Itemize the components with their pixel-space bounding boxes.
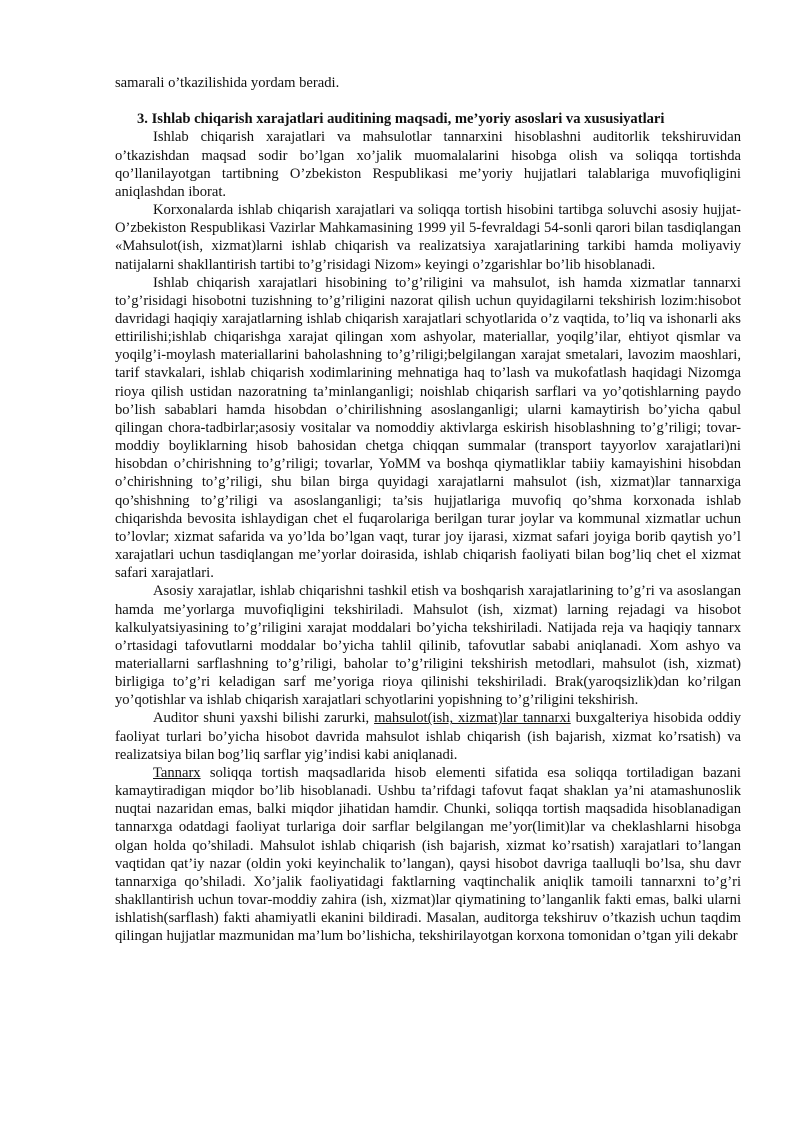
paragraph-6	[115, 764, 741, 946]
paragraph-3: Ishlab chiqarish xarajatlari hisobining to’g’riligini va mahsulot, ish hamda xizmatlar tannarxi to’g’risidagi hisobotni tuzishning to’g’riligini nazorat qilish uchun quyidagilarni tekshirish lozim:hisobot davridagi haqiqiy xarajatlarning ishlab chiqarish xarajatlari schyotlarida o’z vaqtida, to’liq va ishonarli aks ettirilishi;ishlab chiqarishga xarajat qilingan xom ashyolar, materiallar, yoqilg’ilar, ehtiyot qismlar va yoqilg’i-moylash materiallarini baholashning to’g’riligi;belgilangan xarajat smetalari, lavozim maoshlari, tarif stavkalari, ishlab chiqarish xodimlarining mehnatiga haq to’lash va mukofatlash haqidagi Nizomga rioya qilish ustidan nazoratning ta’minlanganligi; noishlab chiqarish sarflari va yo’qotishlarning paydo bo’lish sabablari hamda hisobdan o’chirilishning asoslanganligi; ularni kamaytirish bo’yicha qabul qilingan chora-tadbirlar;asosiy vositalar va nomoddiy aktivlarga eskirish hisoblashning to’g’riligi; tovar-moddiy boyliklarning hisob bahosidan chetga chiqqan summalar (transport tayyorlov xarajatlari)ni hisobdan o’chirishning to’g’riligi; tovarlar, YoMM va boshqa qiymatliklar tabiiy kamayishini hisobdan o’chirishning to’g’riligi, shu bilan birga quyidagi xarajatlarni mahsulot (ish, xizmat)lar tannarxiga qo’shishning to’g’riligi va asoslanganligi; ta’sis hujjatlariga muvofiq qo’shma korxonada ishlab chiqarishda bevosita ishlaydigan chet el fuqarolariga berilgan turar joylar va kommunal xizmatlar uchun to’lovlar; xizmat safarida va yo’lda bo’lgan vaqt, turar joy ijarasi, xizmat safari joyiga borib qaytish yo’l xarajatlari uchun tasdiqlangan me’yorlar doirasida, ishlab chiqarish faoliyati bilan bog’liq chet el xizmat safari xarajatlari.	[115, 274, 741, 582]
document-page	[115, 74, 741, 945]
paragraph-2: Korxonalarda ishlab chiqarish xarajatlari va soliqqa tortish hisobini tartibga soluvchi asosiy hujjat-O’zbekiston Respublikasi Vazirlar Mahkamasining 1999 yil 5-fevraldagi 54-sonli qarori bilan tasdiqlangan «Mahsulot(ish, xizmat)larni ishlab chiqarish va realizatsiya xarajatlarining tarkibi hamda moliyaviy natijalarni shakllantirish tartibi to’g’risidagi Nizom» keyingi o’zgarishlar bo’lib hisoblanadi.	[115, 202, 741, 273]
underlined-term: Tannarx	[153, 764, 201, 781]
paragraph-1: Ishlab chiqarish xarajatlari va mahsulotlar tannarxini hisoblashni auditorlik tekshiruvidan o’tkazishdan maqsad sodir bo’lgan xo’jalik muomalalarini hisobga olish va soliqqa tortishda qo’llanilayotgan tartibning O’zbekiston Respublikasi me’yoriy hujjatlari talablariga muvofiqligini aniqlashdan iborat.	[115, 129, 741, 200]
paragraph-5	[115, 709, 741, 763]
section-heading: 3. Ishlab chiqarish xarajatlari auditining maqsadi, me’yoriy asoslari va xususiyatlari	[137, 111, 665, 128]
paragraph-5-before: Auditor shuni yaxshi bilishi zarurki,	[153, 710, 375, 727]
paragraph-5-after: buxgalteriya hisobida oddiy faoliyat turlari bo’yicha hisobot davrida mahsulot ishlab chiqarish (ish bajarish, xizmat ko’rsatish) va realizatsiya bilan bog’liq sarflar yig’indisi kabi aniqlanadi.	[115, 710, 741, 763]
paragraph-6-after: soliqqa tortish maqsadlarida hisob elementi sifatida esa soliqqa tortiladigan bazani kamaytiradigan miqdor bo’lib hisoblanadi. Ushbu ta’rifdagi tafovut faqat shaklan ya’ni atamashunoslik nuqtai nazaridan emas, balki miqdor jihatidan hamdir. Chunki, soliqqa tortish maqsadida hisoblanadigan tannarxga odatdagi faoliyat turlariga doir sarflar belgilangan me’yor(limit)lar va cheklashlarni hisobga olgan holda qo’shiladi. Mahsulot ishlab chiqarish (ish bajarish, xizmat ko’rsatish) xarajatlari to’langan vaqtidan qat’iy nazar (oldin yoki keyinchalik to’langan), qaysi hisobot davriga taalluqli bo’lsa, shu davr tannarxiga qo’shiladi. Xo’jalik faoliyatidagi faktlarning vaqtinchalik aniqlik tamoili tannarxni to’g’ri shakllantirish uchun tovar-moddiy zahira (ish, xizmat)lar qiymatining to’langanlik fakti emas, balki ularni ishlatish(sarflash) fakti ahamiyatli ekanini bildiradi. Masalan, auditorga tekshiruv o’tkazish uchun taqdim qilingan hujjatlar mazmunidan ma’lum bo’lishicha, tekshirilayotgan korxona tomonidan o’tgan yili dekabr	[115, 764, 741, 945]
underlined-term: mahsulot(ish, xizmat)lar tannarxi	[374, 710, 571, 727]
lead-line: samarali o’tkazilishida yordam beradi.	[115, 75, 340, 91]
paragraph-4: Asosiy xarajatlar, ishlab chiqarishni tashkil etish va boshqarish xarajatlarining to’g’ri va asoslangan hamda me’yorlarga muvofiqligini tekshiriladi. Mahsulot (ish, xizmat) larning rejadagi va hisobot kalkulyatsiyasining to’g’riligini xarajat moddalari bo’yicha tekshiriladi. Natijada reja va haqiqiy tannarx o’rtasidagi tafovutlarni moddalar bo’yicha tahlil qilinib, tafovutlar sababi aniqlanadi. Xom ashyo va materiallarni sarflashning to’g’riligi, baholar to’g’riligini tekshirish metodlari, mahsulot (ish, xizmat) birligiga to’g’ri keladigan sarf me’yoriga rioya qilinishi tekshiriladi. Brak(yaroqsizlik)dan ko’rilgan yo’qotishlar va ishlab chiqarish xarajatlari schyotlarini yopishning to’g’riligini tekshirish.	[115, 583, 741, 709]
